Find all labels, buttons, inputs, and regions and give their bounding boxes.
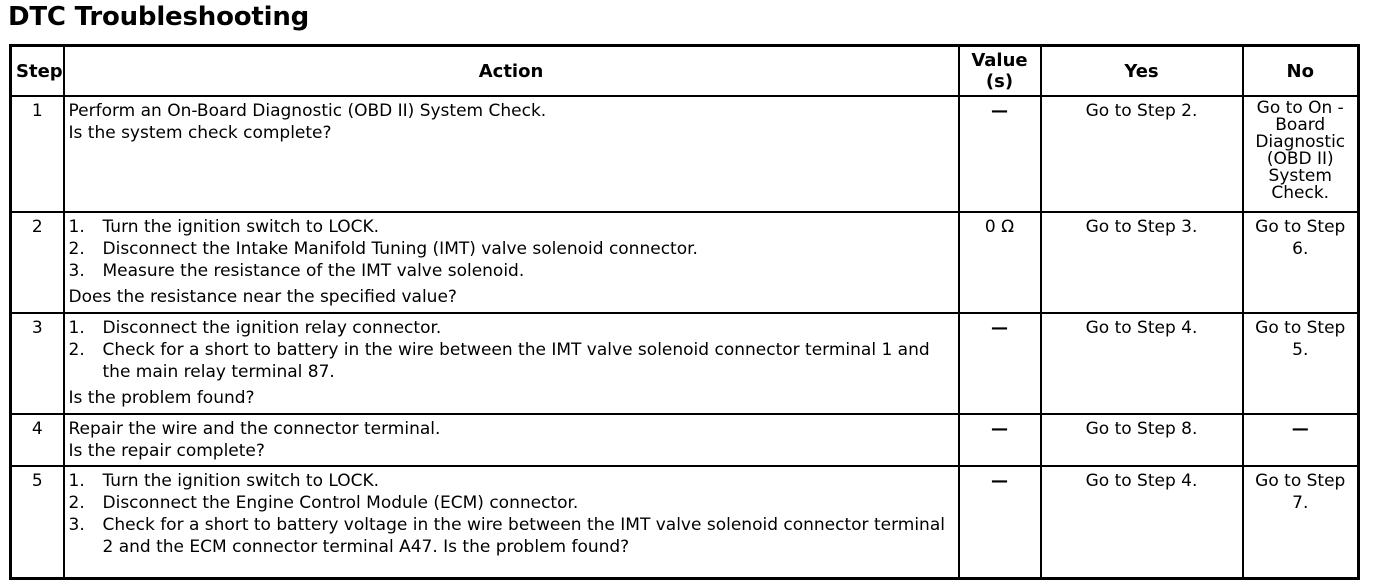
step-number: 3 [11,313,64,414]
action-line: Repair the wire and the connector terminal. [68,419,441,439]
value-cell: — [959,96,1041,212]
action-cell [64,96,959,212]
no-cell: Go to Step 7. [1243,466,1359,579]
action-step-list [69,317,954,383]
no-cell: Go to Step 6. [1243,212,1359,313]
header-no: No [1243,46,1359,97]
action-step-text: Turn the ignition switch to LOCK. [102,217,380,237]
action-question: Is the problem found? [68,388,255,408]
action-step [69,260,954,282]
action-step-number: 3. [68,261,85,281]
action-step-number: 2. [68,340,85,360]
yes-cell: Go to Step 3. [1041,212,1243,313]
no-cell: Go to Step 5. [1243,313,1359,414]
action-step [69,492,954,514]
value-cell: 0 Ω [959,212,1041,313]
action-step [69,514,954,558]
action-step-number: 2. [68,493,85,513]
action-step-text: Check for a short to battery in the wire between the IMT valve solenoid connector terminal 1 and the main relay terminal 87. [102,340,930,382]
step-number: 1 [11,96,64,212]
action-cell [64,466,959,579]
action-step-list [69,470,954,558]
action-question: Does the resistance near the specified value? [68,287,457,307]
action-cell [64,313,959,414]
table-row [11,212,1359,313]
action-step [69,216,954,238]
page-title: DTC Troubleshooting [8,2,310,32]
yes-cell: Go to Step 4. [1041,466,1243,579]
header-action: Action [64,46,959,97]
header-yes: Yes [1041,46,1243,97]
action-step [69,339,954,383]
action-step-number: 1. [68,471,85,491]
table-row [11,466,1359,579]
action-step-text: Measure the resistance of the IMT valve solenoid. [102,261,525,281]
value-cell: — [959,466,1041,579]
header-step: Step [11,46,64,97]
action-step [69,317,954,339]
no-cell: Go to On -Board Diagnostic (OBD II) System Check. [1243,96,1359,212]
action-line: Perform an On-Board Diagnostic (OBD II) System Check. [68,101,547,121]
action-step-number: 1. [68,318,85,338]
table-header-row [11,46,1359,97]
table-row [11,96,1359,212]
table-row [11,313,1359,414]
action-step-list [69,216,954,282]
action-step-number: 1. [68,217,85,237]
action-cell [64,414,959,466]
value-cell: — [959,414,1041,466]
action-step [69,238,954,260]
action-step-number: 2. [68,239,85,259]
action-step-text: Disconnect the Engine Control Module (ECM) connector. [102,493,579,513]
header-value: Value (s) [959,46,1041,97]
step-number: 5 [11,466,64,579]
action-step [69,470,954,492]
dtc-table [9,44,1360,580]
yes-cell: Go to Step 8. [1041,414,1243,466]
action-step-text: Check for a short to battery voltage in the wire between the IMT valve solenoid connector terminal 2 and the ECM connector terminal A47. Is the problem found? [102,515,945,557]
step-number: 4 [11,414,64,466]
step-number: 2 [11,212,64,313]
yes-cell: Go to Step 4. [1041,313,1243,414]
action-line: Is the system check complete? [68,123,332,143]
table-row [11,414,1359,466]
no-cell: — [1243,414,1359,466]
action-cell [64,212,959,313]
yes-cell: Go to Step 2. [1041,96,1243,212]
action-step-text: Turn the ignition switch to LOCK. [102,471,380,491]
action-step-text: Disconnect the ignition relay connector. [102,318,442,338]
action-step-number: 3. [68,515,85,535]
value-cell: — [959,313,1041,414]
action-line: Is the repair complete? [68,441,265,461]
action-step-text: Disconnect the Intake Manifold Tuning (IMT) valve solenoid connector. [102,239,698,259]
